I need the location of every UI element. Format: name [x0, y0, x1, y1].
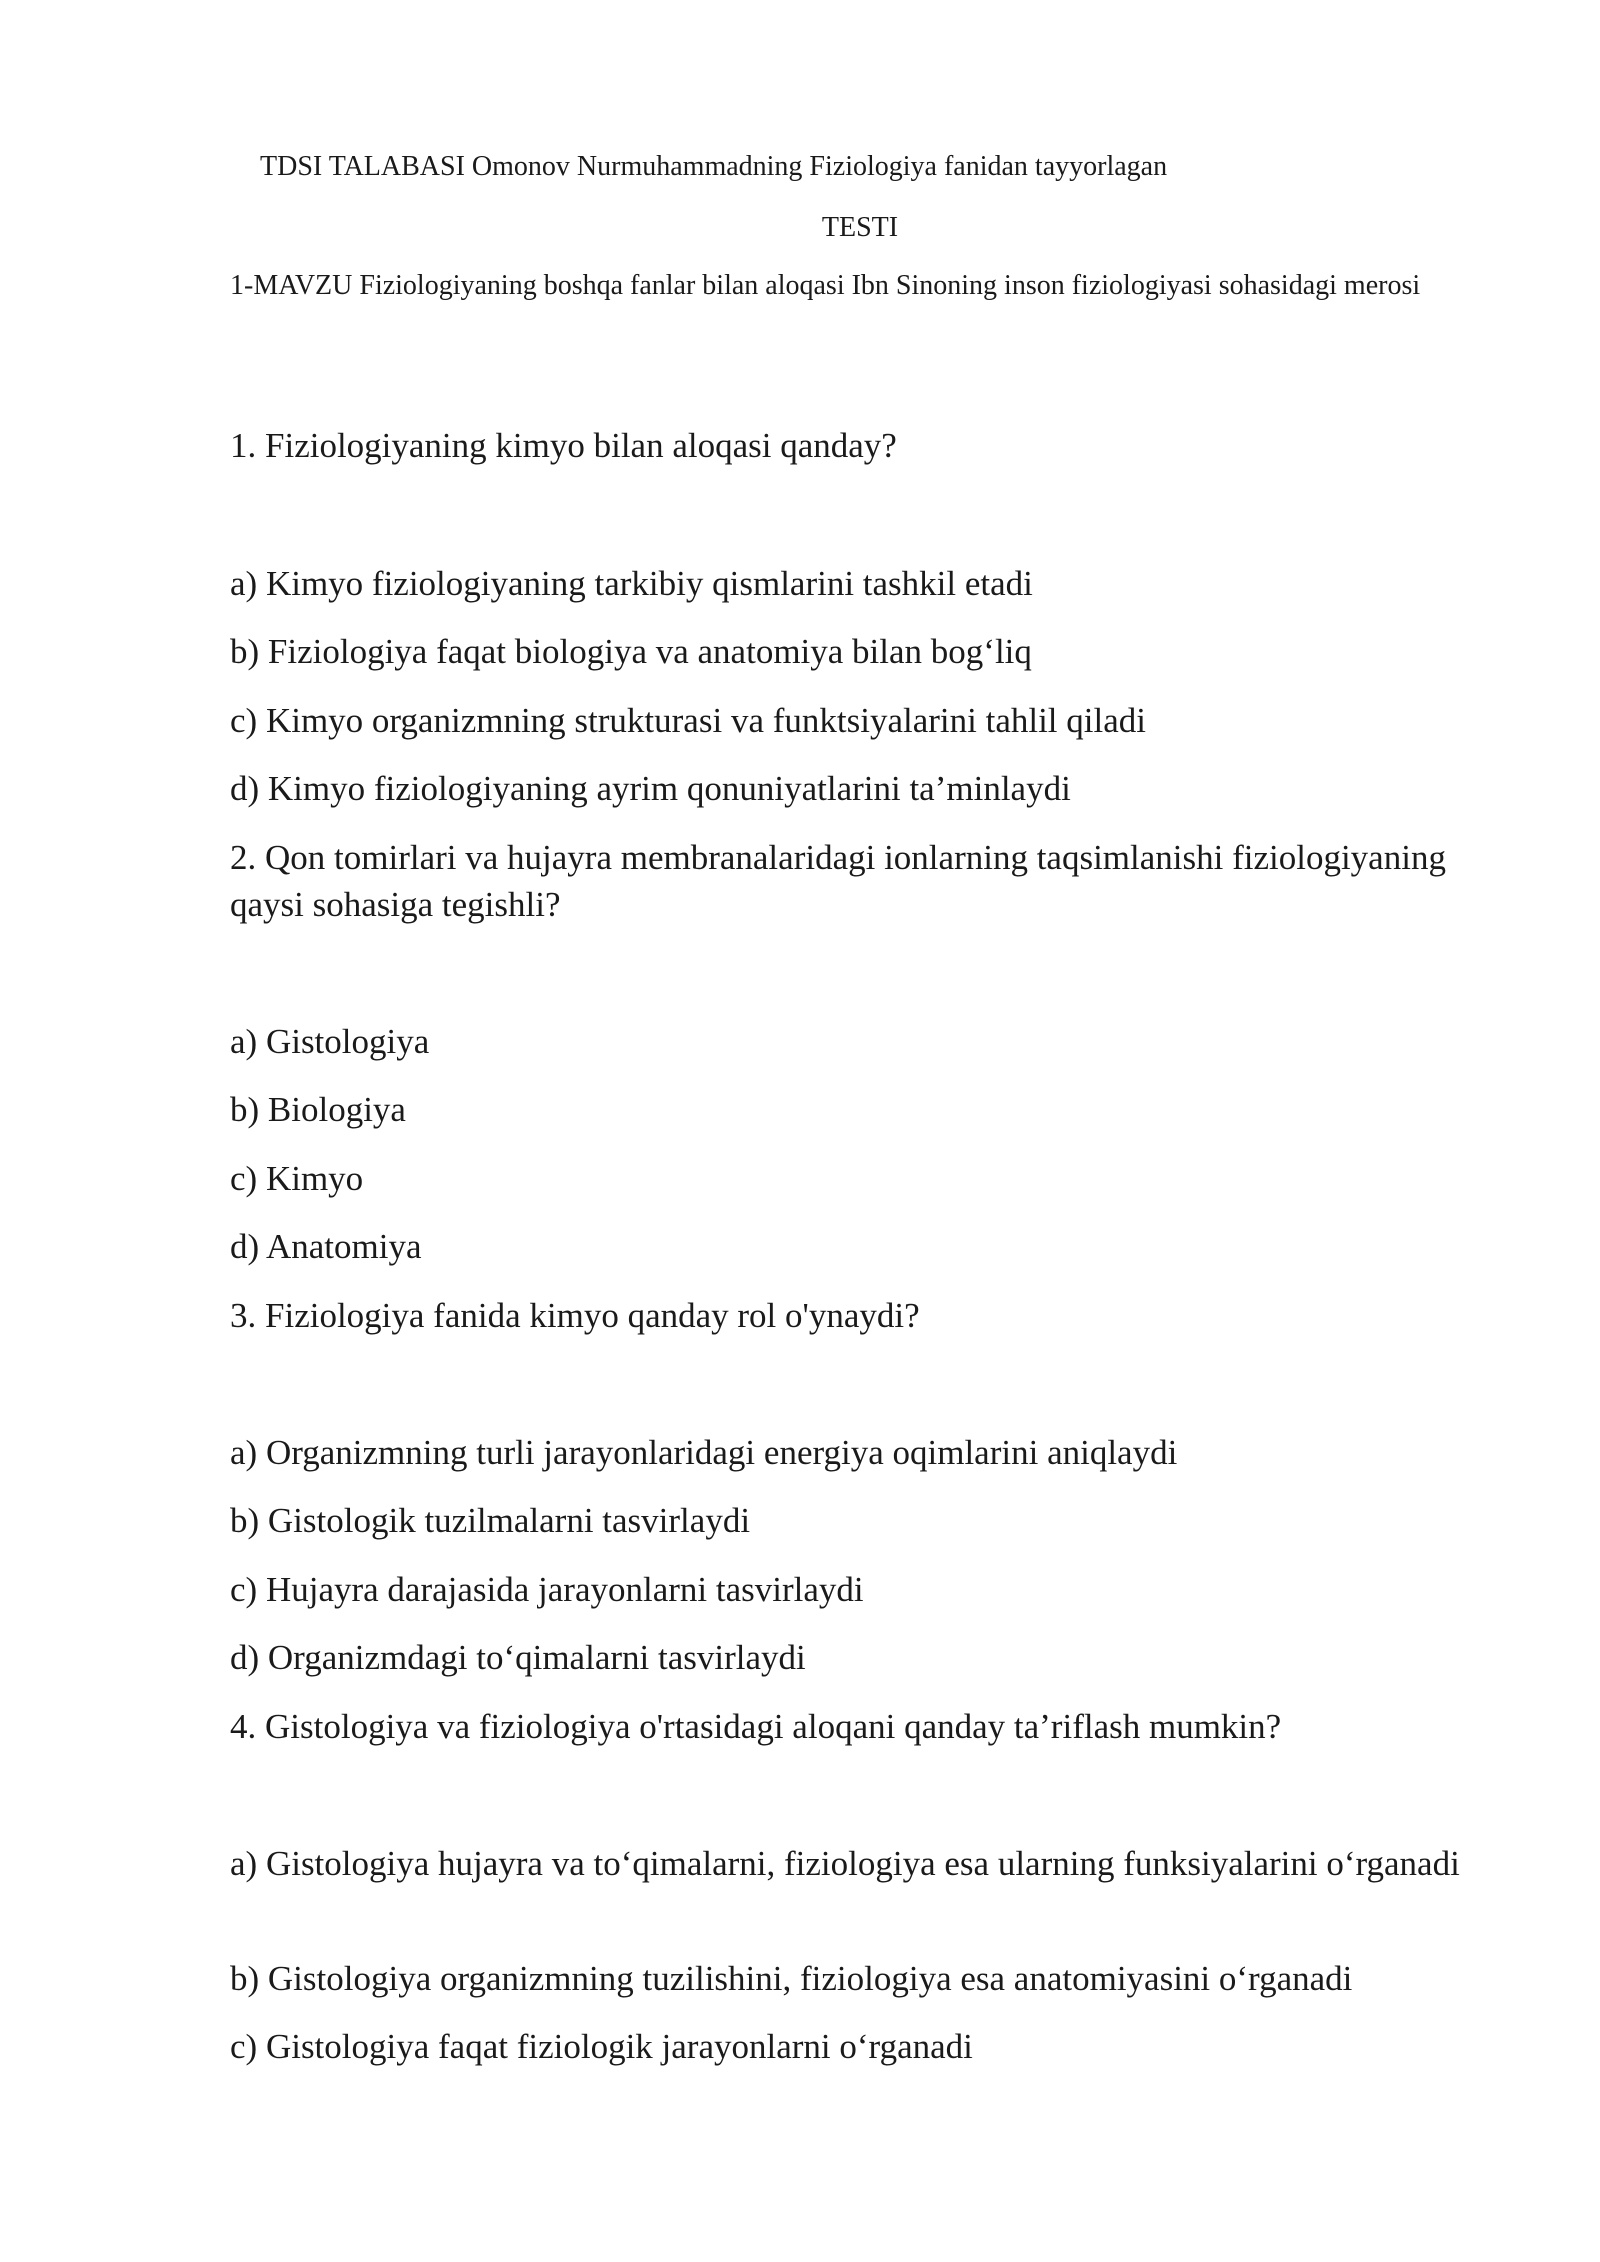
- question-2-option-d: d) Anatomiya: [230, 1227, 422, 1266]
- question-1-option-c: c) Kimyo organizmning strukturasi va funktsiyalarini tahlil qiladi: [230, 701, 1146, 740]
- document-title: TDSI TALABASI Omonov Nurmuhammadning Fiziologiya fanidan tayyorlagan: [260, 151, 1168, 182]
- question-2-option-b: b) Biologiya: [230, 1090, 406, 1129]
- question-4-option-c: c) Gistologiya faqat fiziologik jarayonlarni o‘rganadi: [230, 2027, 973, 2066]
- question-3: 3. Fiziologiya fanida kimyo qanday rol o'ynaydi?: [230, 1296, 920, 1335]
- topic-heading: 1-MAVZU Fiziologiyaning boshqa fanlar bilan aloqasi Ibn Sinoning inson fiziologiyasi sohasidagi merosi: [230, 270, 1421, 301]
- question-1-option-b: b) Fiziologiya faqat biologiya va anatomiya bilan bog‘liq: [230, 632, 1032, 671]
- question-1-option-d: d) Kimyo fiziologiyaning ayrim qonuniyatlarini ta’minlaydi: [230, 769, 1071, 808]
- question-2: 2. Qon tomirlari va hujayra membranalaridagi ionlarning taqsimlanishi fiziologiyaning qaysi sohasiga tegishli?: [230, 838, 1446, 924]
- question-3-option-b: b) Gistologik tuzilmalarni tasvirlaydi: [230, 1501, 751, 1540]
- question-2-option-a: a) Gistologiya: [230, 1022, 430, 1061]
- document-subtitle: TESTI: [821, 212, 899, 243]
- question-3-option-d: d) Organizmdagi to‘qimalarni tasvirlaydi: [230, 1638, 806, 1677]
- question-4: 4. Gistologiya va fiziologiya o'rtasidagi aloqani qanday ta’riflash mumkin?: [230, 1707, 1282, 1746]
- question-2-option-c: c) Kimyo: [230, 1159, 364, 1198]
- question-1: 1. Fiziologiyaning kimyo bilan aloqasi qanday?: [230, 426, 897, 465]
- question-4-option-a: a) Gistologiya hujayra va to‘qimalarni, fiziologiya esa ularning funksiyalarini o‘rganadi: [230, 1844, 1460, 1883]
- question-4-option-b: b) Gistologiya organizmning tuzilishini, fiziologiya esa anatomiyasini o‘rganadi: [230, 1959, 1353, 1998]
- question-3-option-a: a) Organizmning turli jarayonlaridagi energiya oqimlarini aniqlaydi: [230, 1433, 1178, 1472]
- question-3-option-c: c) Hujayra darajasida jarayonlarni tasvirlaydi: [230, 1570, 864, 1609]
- question-1-option-a: a) Kimyo fiziologiyaning tarkibiy qismlarini tashkil etadi: [230, 564, 1033, 603]
